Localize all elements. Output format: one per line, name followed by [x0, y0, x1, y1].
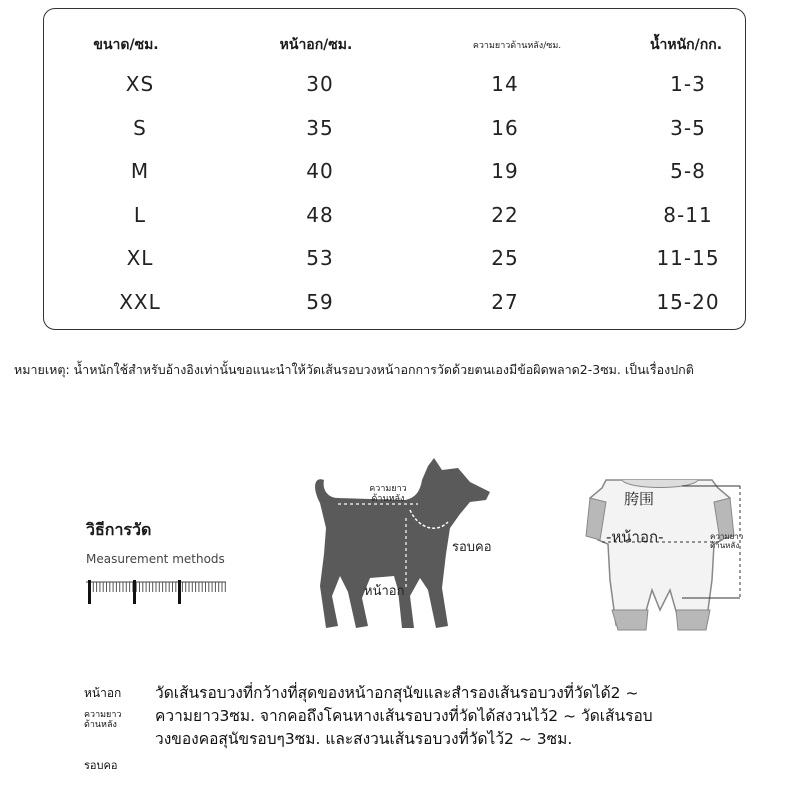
- dog-back-length-label: ความยาว ด้านหลัง: [369, 484, 407, 504]
- cell-chest: 59: [306, 289, 334, 314]
- jumpsuit-icon: [562, 470, 762, 635]
- method-title: วิธีการวัด: [86, 520, 152, 539]
- cell-size: XL: [126, 246, 154, 270]
- cell-chest: 48: [306, 202, 334, 227]
- legend-term-chest: หน้าอก: [84, 686, 122, 700]
- cell-back-length: 22: [491, 202, 519, 227]
- cell-back-length: 14: [491, 72, 519, 96]
- cell-back-length: 27: [491, 289, 519, 314]
- cell-weight: 1-3: [670, 72, 706, 96]
- cell-size: L: [133, 202, 147, 227]
- ruler-icon: [86, 574, 226, 606]
- cell-back-length: 25: [491, 246, 519, 270]
- cell-chest: 35: [306, 115, 334, 140]
- cell-chest: 30: [306, 72, 334, 96]
- header-weight: น้ำหนัก/กก.: [649, 37, 723, 53]
- method-subtitle: Measurement methods: [86, 552, 225, 566]
- cell-weight: 3-5: [670, 115, 706, 140]
- cell-size: S: [133, 115, 147, 140]
- header-back-length: ความยาวด้านหลัง/ซม.: [472, 41, 562, 51]
- cell-back-length: 16: [491, 115, 519, 140]
- cell-size: M: [130, 159, 150, 183]
- dog-neck-label: รอบคอ: [452, 540, 492, 555]
- header-size: ขนาด/ซม.: [93, 37, 159, 53]
- cell-weight: 8-11: [663, 202, 713, 227]
- cell-back-length: 19: [491, 159, 519, 183]
- cell-size: XXL: [119, 289, 161, 314]
- size-note: หมายเหตุ: น้ำหนักใช้สำหรับอ้างอิงเท่านั้นขอแนะนำให้วัดเส้นรอบวงหน้าอกการวัดด้วยตนเองมีข้อผิดพลาด2-3ซม. เป็นเรื่องปกติ: [14, 362, 694, 377]
- cell-weight: 15-20: [656, 289, 720, 314]
- cell-size: XS: [125, 72, 155, 96]
- legend-term-neck: รอบคอ: [84, 759, 118, 772]
- cell-weight: 11-15: [656, 246, 720, 270]
- measurement-description: วัดเส้นรอบวงที่กว้างที่สุดของหน้าอกสุนัขและสำรองเส้นรอบวงที่วัดได้2 ~ ความยาว3ซม. จากคอถึงโคนหางเส้นรอบวงที่วัดได้สงวนไว้2 ~ วัดเส้นรอบวงของคอสุนัขรอบๆ3ซม. และสงวนเส้นรอบวงที่วัดไว้2 ~ 3ซม.: [155, 684, 653, 748]
- legend-term-back-length: ความยาว ด้านหลัง: [84, 710, 122, 730]
- cell-weight: 5-8: [670, 159, 706, 183]
- suit-back-length-label: ความยาว ด้านหลัง: [710, 532, 744, 550]
- suit-chest-label: -หน้าอก-: [606, 528, 664, 546]
- cell-chest: 53: [306, 246, 334, 270]
- suit-chinese-label: 胯围: [624, 490, 655, 508]
- dog-chest-label: หน้าอก: [364, 584, 405, 599]
- header-chest: หน้าอก/ซม.: [279, 37, 353, 53]
- cell-chest: 40: [306, 159, 334, 183]
